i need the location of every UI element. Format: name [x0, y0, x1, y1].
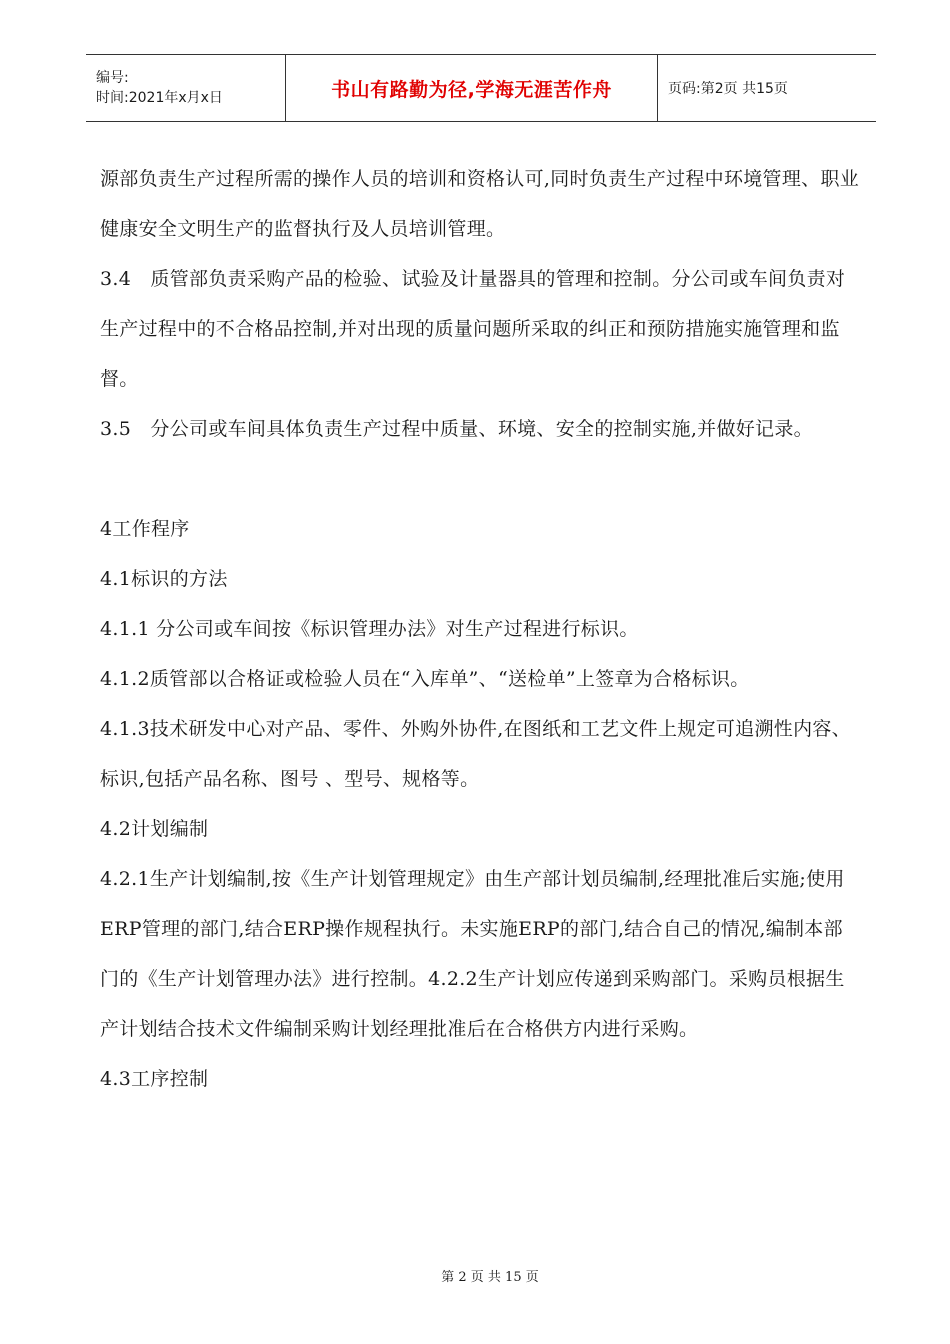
paragraph: 4.2.1生产计划编制,按《生产计划管理规定》由生产部计划员编制,经理批准后实施;使用ERP管理的部门,结合ERP操作规程执行。未实施ERP的部门,结合自己的情况,编制本部门的《生产计划管理办法》进行控制。4.2.2生产计划应传递到采购部门。采购员根据生产计划结合技术文件编制采购计划经理批准后在合格供方内进行采购。 [100, 868, 845, 1040]
paragraph: 3.4 质管部负责采购产品的检验、试验及计量器具的管理和控制。分公司或车间负责对生产过程中的不合格品控制,并对出现的质量问题所采取的纠正和预防措施实施管理和监督。 [100, 268, 846, 390]
spacer [100, 454, 860, 504]
section-heading: 4工作程序 [100, 518, 190, 540]
page-header [86, 54, 876, 122]
subsection-heading: 4.2计划编制 [100, 818, 209, 840]
header-page-info-cell [658, 55, 876, 121]
paragraph: 源部负责生产过程所需的操作人员的培训和资格认可,同时负责生产过程中环境管理、职业健康安全文明生产的监督执行及人员培训管理。 [100, 168, 860, 240]
header-motto: 书山有路勤为径,学海无涯苦作舟 [331, 78, 612, 101]
header-meta [86, 55, 286, 121]
paragraph: 4.1.2质管部以合格证或检验人员在“入库单”、“送检单”上签章为合格标识。 [100, 668, 750, 690]
paragraph: 3.5 分公司或车间具体负责生产过程中质量、环境、安全的控制实施,并做好记录。 [100, 418, 813, 440]
header-motto-cell [286, 55, 658, 121]
document-body [100, 154, 860, 1104]
document-number-label: 编号: [96, 70, 129, 86]
subsection-heading: 4.1标识的方法 [100, 568, 228, 590]
header-page-info: 页码:第2页 共15页 [668, 81, 788, 97]
document-time-label: 时间:2021年x月x日 [96, 90, 223, 106]
subsection-heading: 4.3工序控制 [100, 1068, 209, 1090]
paragraph: 4.1.3技术研发中心对产品、零件、外购外协件,在图纸和工艺文件上规定可追溯性内容、标识,包括产品名称、图号 、型号、规格等。 [100, 718, 851, 790]
paragraph: 4.1.1 分公司或车间按《标识管理办法》对生产过程进行标识。 [100, 618, 639, 640]
page-footer: 第 2 页 共 15 页 [441, 1270, 539, 1285]
